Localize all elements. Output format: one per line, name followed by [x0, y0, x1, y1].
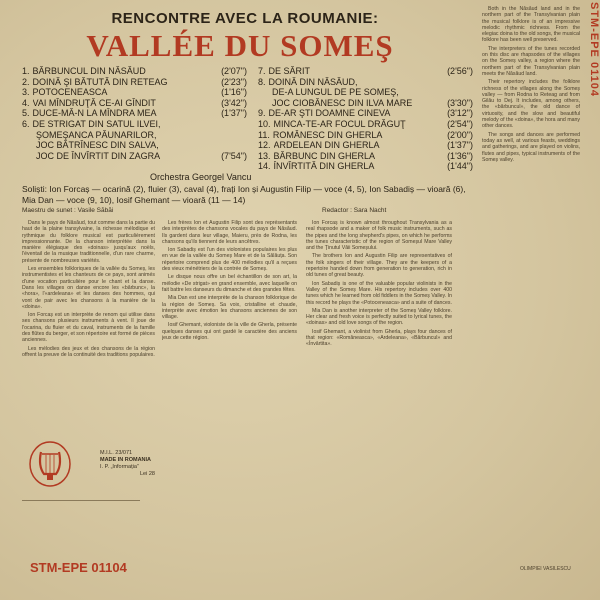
track-row: 5. DUCE-MĂ-N LA MÎNDRA MEA (1'37"): [22, 108, 247, 119]
track-row: 10. MINCA-TE-AR FOCUL DRĂGUŢ (2'54"): [258, 118, 473, 129]
track-row: JOC DE ÎNVÎRTIT DIN ZAGRA (7'54"): [36, 150, 247, 161]
liner-notes-french-2: Les frères Ion et Augustin Filip sont des représentants des interprètes de chansons vocales du pays de Năsăud. Ils gardent dans leur village, Maieru, près de Rodna, les chansons qu'ils tiennent de leurs ancêtres. Ion Sabadiș est l'un des violonistes populaires les plus en vue de la vallée du Someș Mare et de la Sălăuța. Son répertoire comprend plus de 400 mélodies qu'il a reçues des vieux ménétriers de la contrée de Someș. Le disque nous offre un bel échantillon de son art, la mélodie «De strigat» en grand ensemble, avec laquelle on fait battre les danseurs du dimanche et des grandes fêtes. Mia Dan est une interprète de la chanson folklorique de la région de Someș. Sa voix, cristalline et chaude, interprète avec émotion les chansons anciennes de son village. Iosif Ghemant, violoniste de la ville de Gherla, présente quelques danses qui ont gardé le caractère des anciens jeux de cette région.: [162, 220, 297, 342]
album-title-line2: VALLÉE DU SOMEŞ: [86, 28, 394, 63]
track-row: 11. ROMÂNESC DIN GHERLA (2'00"): [258, 129, 473, 140]
track-row: 2. DOINĂ ŞI BĂTUTĂ DIN RETEAG (2'23"): [22, 76, 247, 87]
orchestra-credit: Orchestra Georgel Vancu: [150, 172, 252, 182]
track-subtitle: DE-A LUNGUL DE PE SOMEŞ,: [272, 87, 399, 98]
track-row: 14. ÎNVÎRTITĂ DIN GHERLA (1'44"): [258, 161, 473, 172]
track-row: 13. BĂRBUNC DIN GHERLA (1'36"): [258, 150, 473, 161]
liner-notes-english-2: Both in the Năsăud land and in the northern part of the Transylvanian plain the musical folklore is of an impressive melodic rhythmic richness. From the elegiac doina to the old songs, the musical folklore has been well preserved. The interpreters of the tunes recorded on this disc are rhapsodes of the villages on the Someș valley, a region where the northern part of the Transylvanian plain meets the Năsăud land. Their repertory includes the folklore richness of the villages along the Someș valley — from Rodna to Reteag and from Gilău to Dej. It includes, among others, the «bărbuncul», the old dance of virtuosity, and the slow and beautiful melody of the «doina», the hora and many other dances. The songs and dances are performed today as well, at various feasts, weddings and gatherings, and are played on violins, flutes and pipes, typical instruments of the Someș valley.: [482, 6, 580, 163]
track-row: 4. VAI MÎNDRUŢĂ CE-AI GÎNDIT (3'42"): [22, 97, 247, 108]
track-subtitle: ŞOMEŞANCA PĂUNARILOR,: [36, 129, 157, 140]
sound-engineer-credit: Maestru de sunet : Vasile Săbăi: [22, 207, 114, 214]
track-row: 8. DOINĂ DIN NĂSĂUD,: [258, 76, 358, 87]
catalog-number: STM-EPE 01104: [30, 560, 127, 575]
liner-notes-french-1: Dans le pays de Năsăud, tout comme dans la partie du haut de la plaine transylvaine, la richesse mélodique et rythmique du folklore musical est particulièrement impressionnante. De la chanson interprétée dans la manière élégiaque des «doinas» jusqu'aux noëls, l'éventail de la musique traditionnelle, d'un rare charme, présente de nombreuses variétés. Les ensembles folkloriques de la vallée du Someș, les instrumentistes et les chanteurs de ce pays, sont animés d'une vocation particulière pour le chant et la danse. Dans les villages on danse encore les «bărbunc», la «hora», l'«ardeleana» et les danses des hommes, qui vont de pair avec les chansons à la manière de la «doina». Ion Forcaș est un interprète de renom qui utilise dans ses chansons plusieurs instruments à vent. Il joue de l'ocarina, du fluier et du caval, instruments de la famille des flûtes du berger, et son répertoire est formé de pièces anciennes. Les mélodies des jeux et des chansons de la région offrent la preuve de la continuité des traditions populaires.: [22, 220, 155, 358]
track-row: 12. ARDELEAN DIN GHERLA (1'37"): [258, 140, 473, 151]
track-row: 1. BĂRBUNCUL DIN NĂSĂUD (2'07"): [22, 66, 247, 76]
electrecord-lyre-logo: [28, 440, 72, 488]
soloists-credit: Soliști: Ion Forcaș — ocarină (2), fluier (3), caval (4), frați Ion și Augustin Filip — voce (4, 5), Ion Sabadiș — vioară (6), Mia Dan — voce (9, 10), Iosif Ghemant — vioară (11 — 14): [22, 184, 466, 205]
printer-credit: OLIMPIEI VASILESCU: [520, 566, 571, 572]
tracklist-side-b: [258, 66, 473, 172]
track-row: JOC CIOBĂNESC DIN ILVA MARE (3'30"): [272, 97, 473, 108]
liner-notes-english-1: Ion Forcaș is known almost throughout Transylvania as a real rhapsode and a maker of folk music instruments, such as the pipes and the long shepherd's pipes, on which he performs the tunes characteristic of the region of Someșul Mare Valley and the Ţinutul Văii Someșului. The brothers Ion and Augustin Filip are representatives of the folk singers of their village. They are the keepers of a repertoire handed down from generation to generation, rich in old tunes of great beauty. Ion Sabadiș is one of the valuable popular violinists in the Valley of the Someș Mare. His repertory includes over 400 tunes which he learned from old fiddlers in the Someș Valley. In this record he plays the «Potoceneasca» and a suite of dances. Mia Dan is another interpreter of the Someș Valley folklore. Her clear and fresh voice is perfectly suited to lyrical tunes, the «doinas» and old love songs of the region. Iosif Ghemant, a violinist from Gherla, plays four dances of that region: «Româneasca», «Ardeleana», «Bărbuncul» and «Învârtita».: [306, 220, 452, 348]
track-row: 9. DE-AR ŞTI DOAMNE CINEVA (3'12"): [258, 108, 473, 119]
editor-credit: Redactor : Sara Nacht: [322, 207, 387, 214]
track-row: 3. POTOCENEASCA (1'16"): [22, 87, 247, 98]
divider: [22, 500, 140, 501]
tracklist-side-a: [22, 66, 247, 161]
label-info: M.I.L. 23/071 MADE IN ROMANIA I. P. „Informația” Lei 28: [100, 450, 155, 477]
track-row: 7. DE SĂRIT (2'56"): [258, 66, 473, 76]
track-row: 6. DE STRIGAT DIN SATUL ILVEI,: [22, 118, 161, 129]
album-title-line1: RENCONTRE AVEC LA ROUMANIE:: [111, 10, 379, 27]
catalog-number-spine: STM-EPE 01104: [588, 2, 600, 97]
track-subtitle: JOC BĂTRÎNESC DIN SALVA,: [36, 140, 159, 151]
